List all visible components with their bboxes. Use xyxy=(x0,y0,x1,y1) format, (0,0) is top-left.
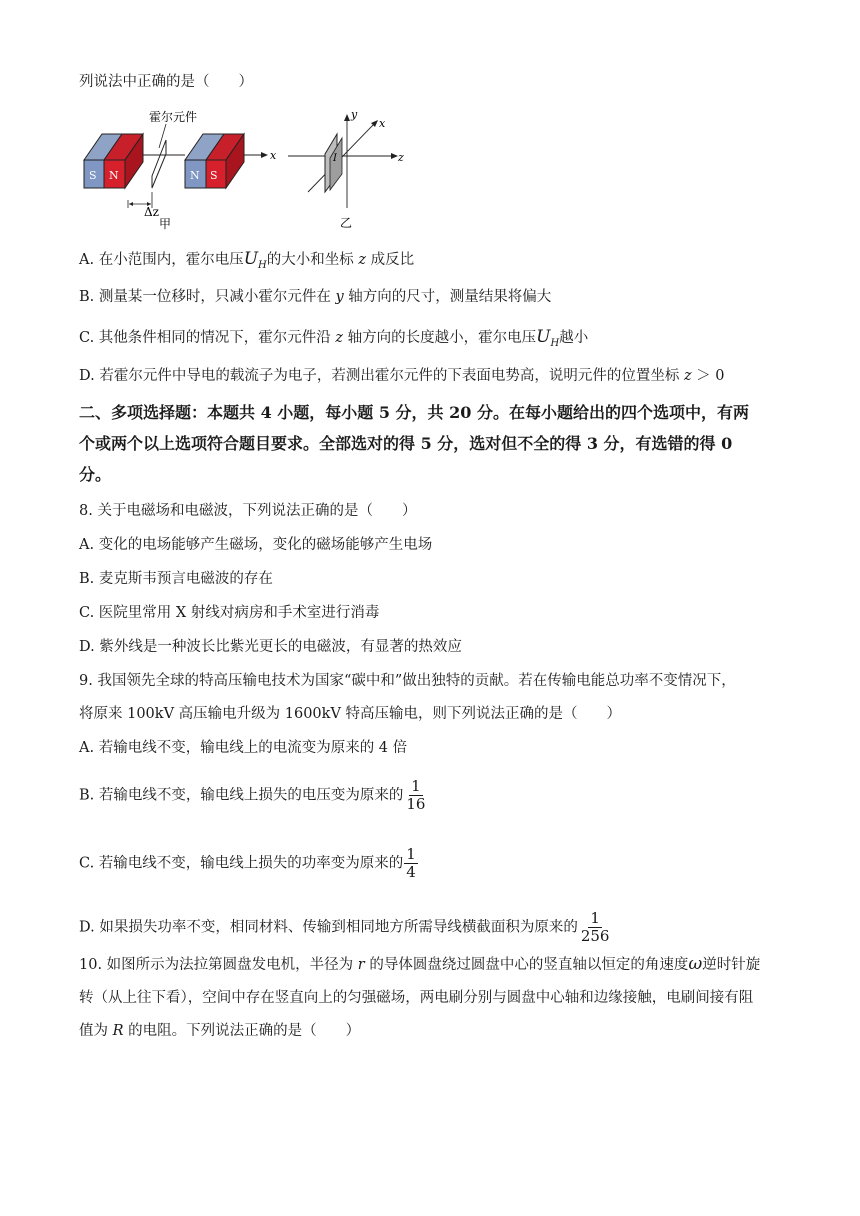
q7-option-a[interactable]: A. 在小范围内，霍尔电压$U_H$的大小和坐标 z 成反比 xyxy=(79,249,415,271)
q7-stem-tail: 列说法中正确的是（ ） xyxy=(79,74,253,90)
label-n-right: N xyxy=(190,169,200,182)
q7-option-d[interactable]: D. 若霍尔元件中导电的载流子为电子，若测出霍尔元件的下表面电势高，说明元件的位置坐标 z ＞ 0 xyxy=(79,368,725,384)
label-s-right: S xyxy=(210,169,218,182)
q8-option-c[interactable]: C. 医院里常用 X 射线对病房和手术室进行消毒 xyxy=(79,605,380,621)
q10-stem-line3: 值为 R 的电阻。下列说法正确的是（ ） xyxy=(79,1023,361,1039)
label-dz: Δz xyxy=(144,205,159,219)
fraction: $\frac{1}{16}$ xyxy=(406,777,426,813)
label-hall: 霍尔元件 xyxy=(149,110,198,124)
coordinate-diagram xyxy=(288,108,404,230)
left-magnet xyxy=(84,134,143,188)
label-x-jia: x xyxy=(270,149,277,162)
caption-jia: 甲 xyxy=(159,217,172,231)
q9-stem-line2: 将原来 100kV 高压输电升级为 1600kV 特高压输电，则下列说法正确的是（ ） xyxy=(79,706,622,722)
q9-option-d[interactable]: D. 如果损失功率不变，相同材料、传输到相同地方所需导线横截面积为原来的 $\frac{1}{256}$ xyxy=(79,909,610,945)
fraction: $\frac{1}{4}$ xyxy=(406,845,416,881)
label-z-yi: z xyxy=(398,151,404,164)
label-y-yi: y xyxy=(351,108,358,121)
right-magnet xyxy=(185,134,244,188)
label-i: I xyxy=(333,153,337,164)
q10-stem-line2: 转（从上往下看），空间中存在竖直向上的匀强磁场，两电刷分别与圆盘中心轴和边缘接触，电刷间接有阻 xyxy=(79,990,754,1006)
q8-stem: 8. 关于电磁场和电磁波，下列说法正确的是（ ） xyxy=(79,503,417,519)
section2-line1: 二、多项选择题：本题共 4 小题，每小题 5 分，共 20 分。在每小题给出的四个选项中，有两 xyxy=(79,403,749,422)
q10-stem-line1: 10. 如图所示为法拉第圆盘发电机，半径为 r 的导体圆盘绕过圆盘中心的竖直轴以恒定的角速度ω逆时针旋 xyxy=(79,954,761,974)
caption-yi: 乙 xyxy=(340,216,353,230)
q8-option-a[interactable]: A. 变化的电场能够产生磁场，变化的磁场能够产生电场 xyxy=(79,537,433,553)
q7-option-b[interactable]: B. 测量某一位移时，只减小霍尔元件在 y 轴方向的尺寸，测量结果将偏大 xyxy=(79,289,552,305)
hall-figure xyxy=(78,104,418,232)
q9-option-c[interactable]: C. 若输电线不变，输电线上损失的功率变为原来的 $\frac{1}{4}$ xyxy=(79,845,416,881)
q8-option-b[interactable]: B. 麦克斯韦预言电磁波的存在 xyxy=(79,571,273,587)
section2-line2: 个或两个以上选项符合题目要求。全部选对的得 5 分，选对但不全的得 3 分，有选错的得 0 xyxy=(79,434,733,453)
q9-stem-line1: 9. 我国领先全球的特高压输电技术为国家“碳中和”做出独特的贡献。若在传输电能总功率不变情况下， xyxy=(79,673,736,689)
section2-line3: 分。 xyxy=(79,465,112,484)
q7-option-c[interactable]: C. 其他条件相同的情况下，霍尔元件沿 z 轴方向的长度越小，霍尔电压$U_H$越小 xyxy=(79,327,589,349)
label-x-yi: x xyxy=(379,117,386,130)
label-s-left: S xyxy=(89,169,97,182)
q9-option-b[interactable]: B. 若输电线不变，输电线上损失的电压变为原来的 $\frac{1}{16}$ xyxy=(79,777,426,813)
q9-option-a[interactable]: A. 若输电线不变，输电线上的电流变为原来的 4 倍 xyxy=(79,740,408,756)
fraction: $\frac{1}{256}$ xyxy=(580,909,610,945)
q8-option-d[interactable]: D. 紫外线是一种波长比紫光更长的电磁波，有显著的热效应 xyxy=(79,639,462,655)
label-n-left: N xyxy=(109,169,119,182)
